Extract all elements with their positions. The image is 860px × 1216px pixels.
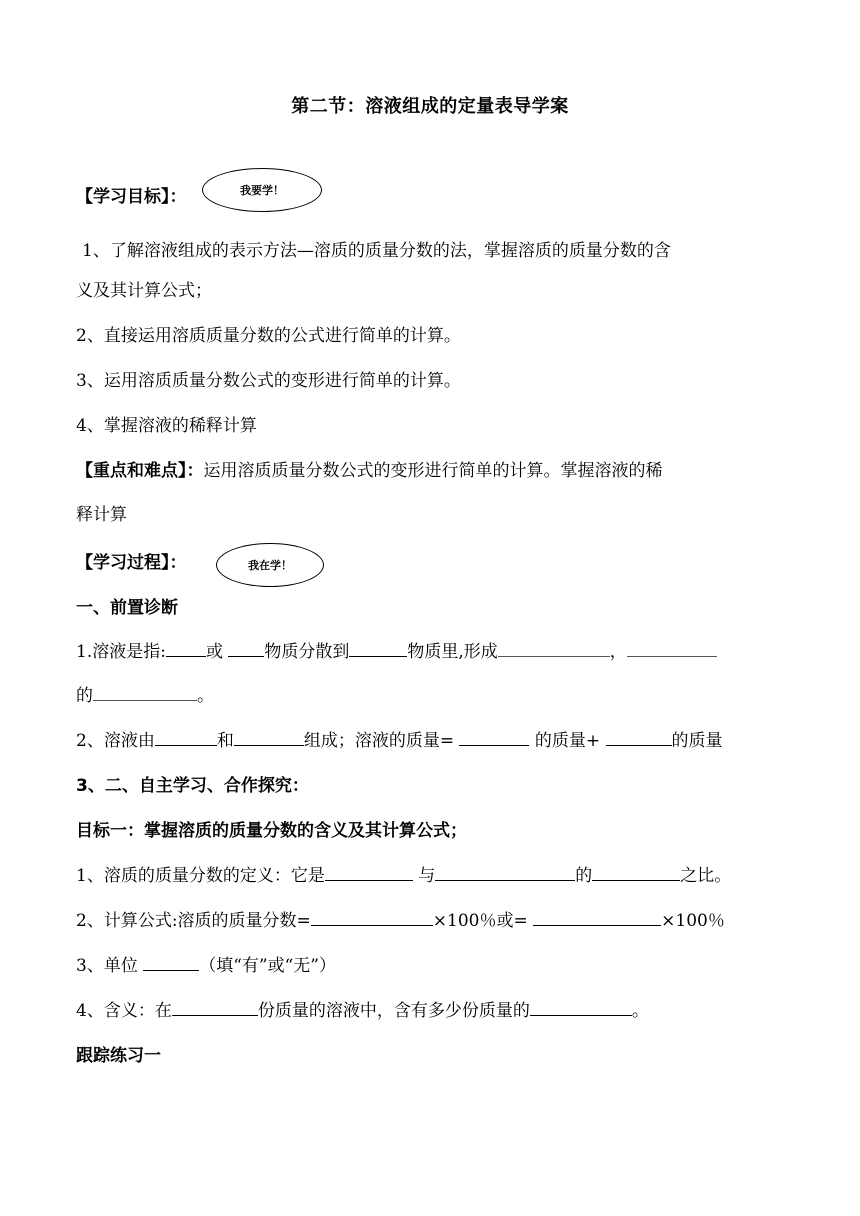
d4-text: 4、含义：在	[76, 1001, 172, 1021]
key-points-line-2: 释计算	[76, 505, 127, 525]
d2-text: 2、计算公式:溶质的质量分数=	[76, 911, 311, 931]
d1-text: 与	[418, 866, 436, 886]
q1-text: 物质分散到	[264, 642, 350, 662]
q1-text: 或	[205, 642, 223, 662]
blank-field[interactable]	[172, 1000, 258, 1016]
blank-field[interactable]	[435, 865, 575, 881]
q1-text: 物质里,形成	[407, 642, 498, 662]
key-points-text: 运用溶质质量分数公式的变形进行简单的计算。掌握溶液的稀	[203, 461, 663, 481]
bubble-text: 我要学！	[240, 184, 284, 197]
q1-text: 1.溶液是指:	[76, 642, 166, 662]
section-self-study-heading: 3、二、自主学习、合作探究：	[76, 776, 309, 796]
q1-text: 。	[197, 686, 214, 706]
definition-item-4	[76, 996, 788, 1021]
speech-bubble-want-to-learn	[202, 168, 322, 212]
question-2	[76, 726, 788, 751]
blank-field[interactable]	[349, 641, 407, 657]
goal-1-heading: 目标一：掌握溶质的质量分数的含义及其计算公式；	[76, 821, 467, 841]
blank-field[interactable]	[155, 730, 217, 746]
blank-field[interactable]	[459, 730, 529, 746]
objective-item-1-line-2: 义及其计算公式；	[76, 281, 212, 301]
d1-text: 之比。	[680, 866, 732, 886]
objective-item-2: 2、直接运用溶质质量分数的公式进行简单的计算。	[76, 326, 461, 346]
q2-text: 和	[216, 731, 234, 751]
d3-text: （填“有”或“无”）	[199, 956, 336, 976]
speech-bubble-learning	[216, 543, 324, 587]
practice-heading: 跟踪练习一	[76, 1046, 161, 1066]
blank-field[interactable]	[143, 955, 199, 971]
key-points-heading: 【重点和难点】：	[76, 461, 204, 481]
process-heading: 【学习过程】：	[76, 553, 187, 573]
blank-field[interactable]	[228, 641, 264, 657]
blank-field[interactable]	[234, 730, 304, 746]
q1-text: 的	[76, 686, 93, 706]
blank-field[interactable]	[606, 730, 672, 746]
blank-field[interactable]	[325, 865, 413, 881]
d2-text: ×100％	[661, 911, 725, 931]
section-diagnosis-heading: 一、前置诊断	[76, 598, 178, 618]
key-points-line-1	[76, 456, 788, 481]
q1-text: ，	[609, 642, 627, 662]
blank-field[interactable]	[166, 641, 206, 657]
page-title: 第二节：溶液组成的定量表导学案	[291, 96, 569, 117]
q2-text: 的质量	[671, 731, 723, 751]
blank-field[interactable]	[533, 910, 661, 926]
definition-item-3	[76, 951, 788, 976]
q2-text: 的质量+	[534, 731, 601, 751]
blank-field[interactable]	[530, 1000, 632, 1016]
d2-text: ×100％或=	[432, 911, 528, 931]
blank-field[interactable]	[311, 910, 433, 926]
objective-item-3: 3、运用溶质质量分数公式的变形进行简单的计算。	[76, 371, 461, 391]
blank-field[interactable]	[498, 641, 610, 657]
d4-text: 份质量的溶液中，含有多少份质量的	[257, 1001, 530, 1021]
d3-text: 3、单位	[76, 956, 138, 976]
question-1-line-1	[76, 637, 788, 662]
blank-field[interactable]	[592, 865, 680, 881]
objectives-heading: 【学习目标】：	[76, 187, 187, 207]
q2-text: 组成；溶液的质量=	[303, 731, 455, 751]
q2-text: 2、溶液由	[76, 731, 155, 751]
objective-item-4: 4、掌握溶液的稀释计算	[76, 416, 257, 436]
d1-text: 1、溶质的质量分数的定义：它是	[76, 866, 325, 886]
d4-text: 。	[631, 1001, 649, 1021]
bubble-text: 我在学！	[248, 559, 292, 572]
question-1-line-2	[76, 681, 788, 706]
blank-field[interactable]	[93, 685, 197, 701]
d1-text: 的	[575, 866, 593, 886]
objective-item-1-line-1: 1、了解溶液组成的表示方法—溶质的质量分数的法，掌握溶质的质量分数的含	[82, 241, 671, 261]
definition-item-2	[76, 906, 788, 931]
definition-item-1	[76, 861, 788, 886]
blank-field[interactable]	[627, 641, 717, 657]
